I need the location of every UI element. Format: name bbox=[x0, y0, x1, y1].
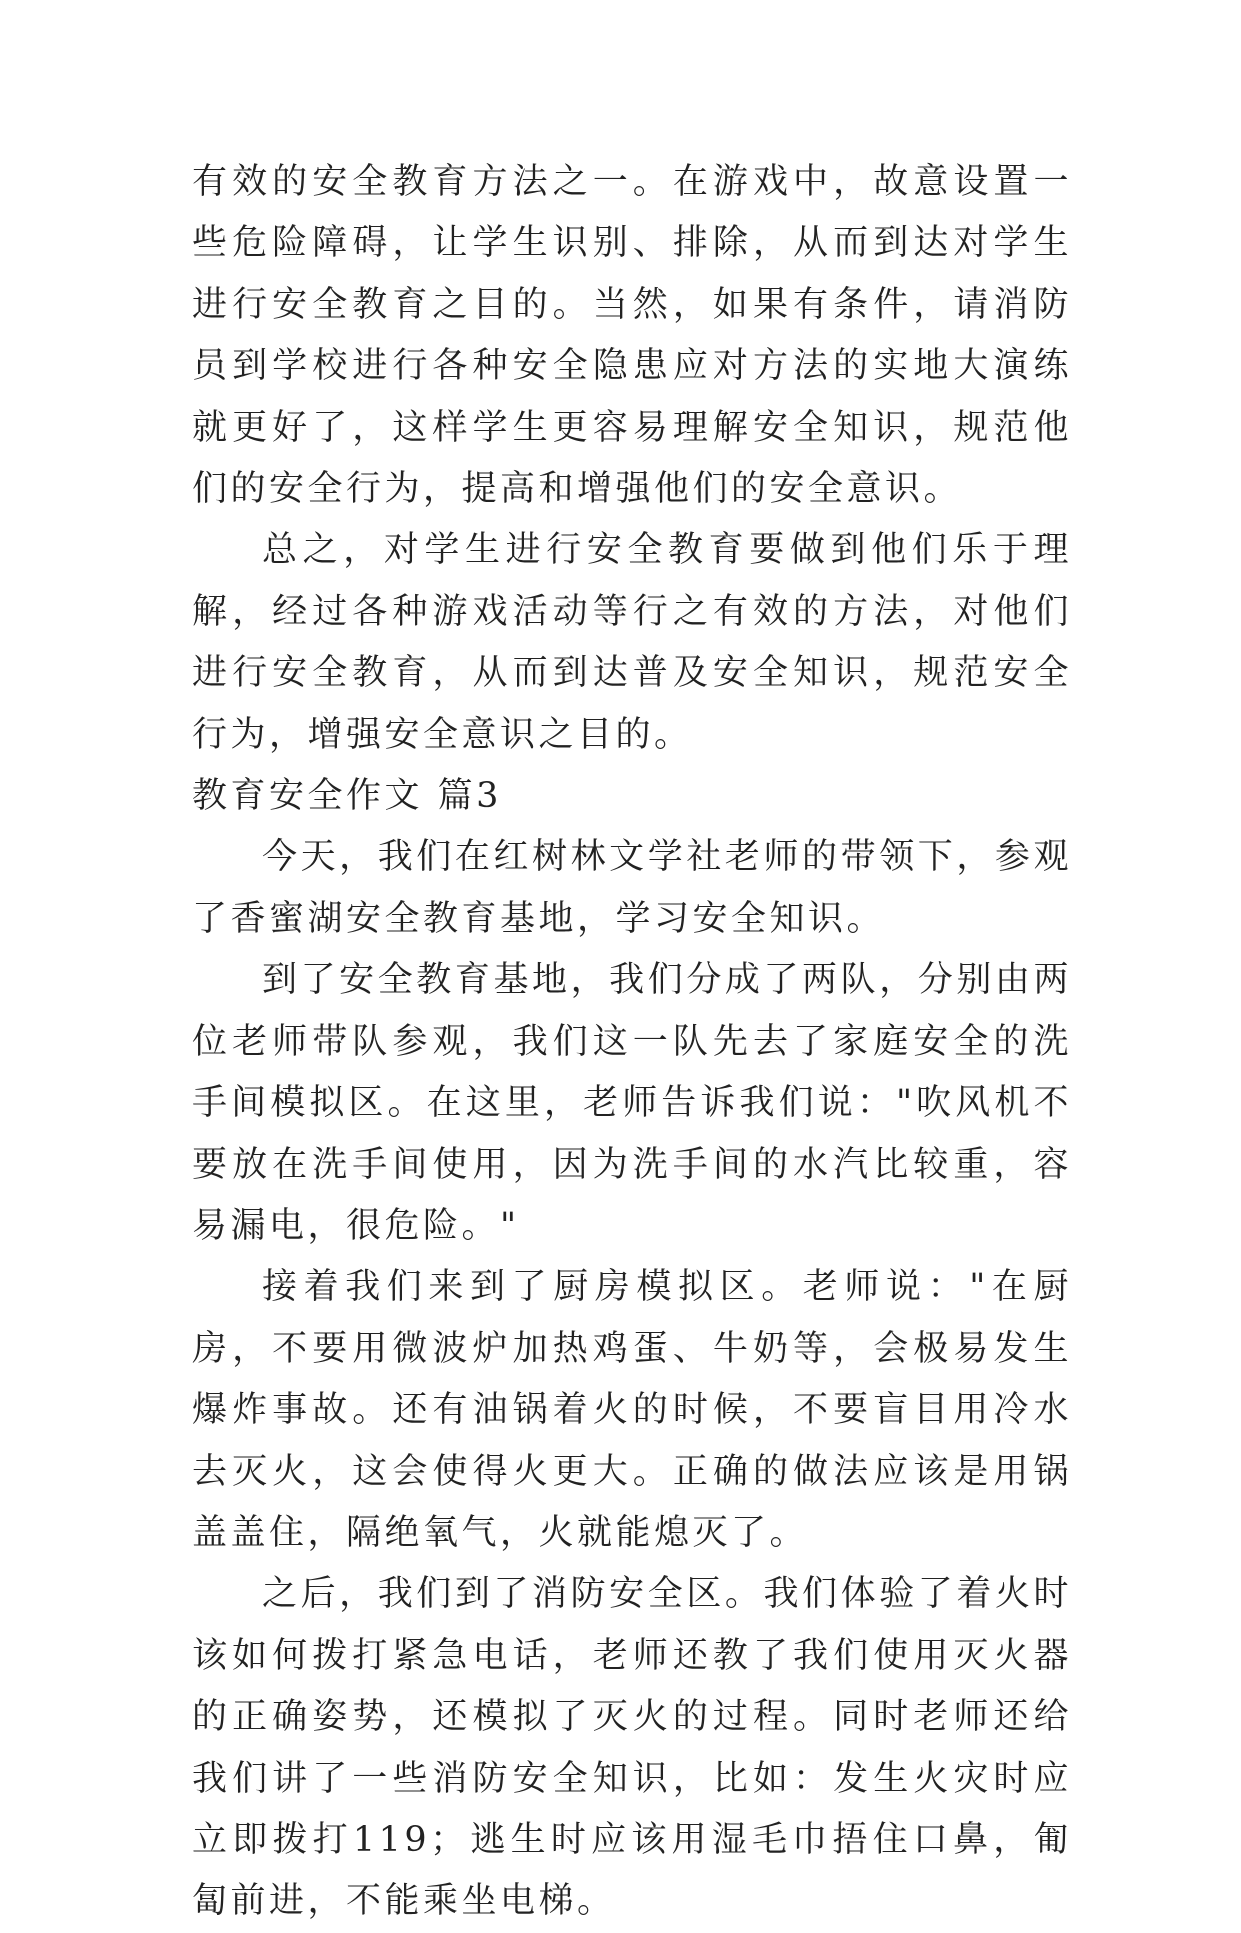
paragraph-intro: 今天，我们在红树林文学社老师的带领下，参观了香蜜湖安全教育基地，学习安全知识。 bbox=[192, 837, 1072, 939]
document-body bbox=[192, 152, 1072, 1933]
paragraph-continued: 有效的安全教育方法之一。在游戏中，故意设置一些危险障碍，让学生识别、排除，从而到达对学生进行安全教育之目的。当然，如果有条件，请消防员到学校进行各种安全隐患应对方法的实地大演练就更好了，这样学生更容易理解安全知识，规范他们的安全行为，提高和增强他们的安全意识。 bbox=[192, 162, 1072, 510]
paragraph-fire-safety: 之后，我们到了消防安全区。我们体验了着火时该如何拨打紧急电话，老师还教了我们使用灭火器的正确姿势，还模拟了灭火的过程。同时老师还给我们讲了一些消防安全知识，比如：发生火灾时应立即拨打119；逃生时应该用湿毛巾捂住口鼻，匍匐前进，不能乘坐电梯。 bbox=[192, 1574, 1072, 1922]
section-heading: 教育安全作文 篇3 bbox=[192, 776, 502, 817]
paragraph-bathroom: 到了安全教育基地，我们分成了两队，分别由两位老师带队参观，我们这一队先去了家庭安全的洗手间模拟区。在这里，老师告诉我们说："吹风机不要放在洗手间使用，因为洗手间的水汽比较重，容易漏电，很危险。" bbox=[192, 960, 1072, 1246]
paragraph-kitchen: 接着我们来到了厨房模拟区。老师说："在厨房，不要用微波炉加热鸡蛋、牛奶等，会极易发生爆炸事故。还有油锅着火的时候，不要盲目用冷水去灭火，这会使得火更大。正确的做法应该是用锅盖盖住，隔绝氧气，火就能熄灭了。 bbox=[192, 1267, 1072, 1553]
paragraph-summary: 总之，对学生进行安全教育要做到他们乐于理解，经过各种游戏活动等行之有效的方法，对他们进行安全教育，从而到达普及安全知识，规范安全行为，增强安全意识之目的。 bbox=[192, 530, 1072, 755]
